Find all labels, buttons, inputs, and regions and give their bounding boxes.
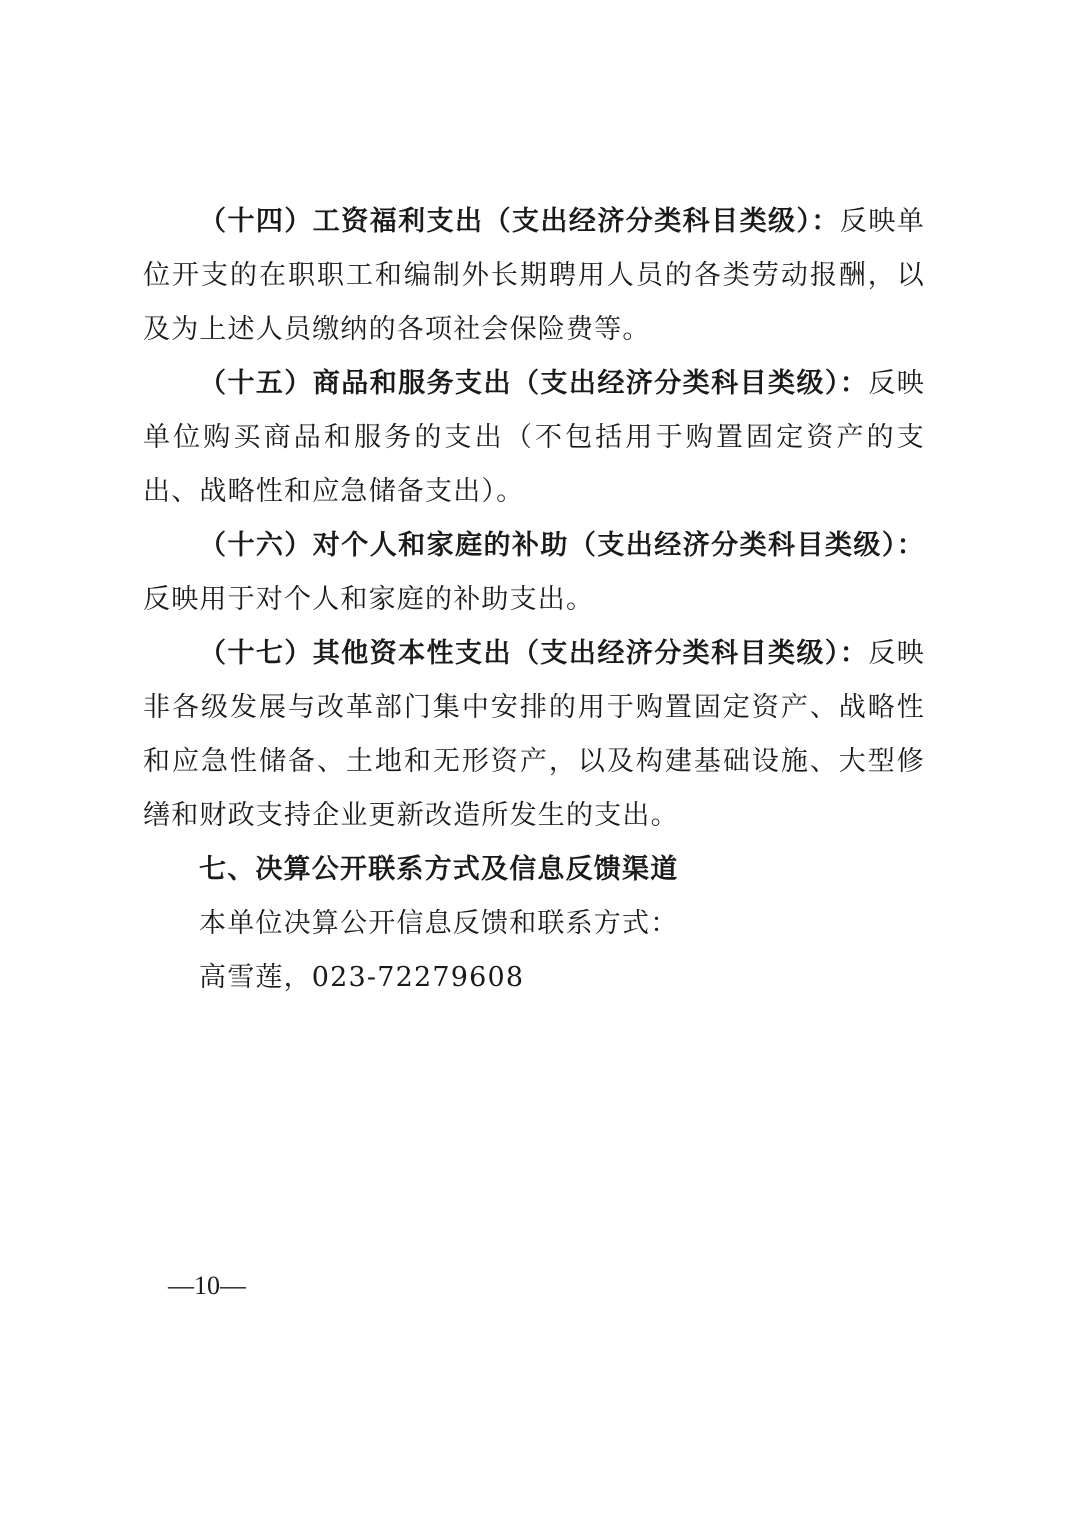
section-sixteen-body: 反映用于对个人和家庭的补助支出。 [143, 584, 595, 615]
section-seventeen [143, 627, 925, 843]
section-seventeen-lead: （十七）其他资本性支出（支出经济分类科目类级）： [199, 638, 869, 669]
section-fifteen-body: 反映单位购买商品和服务的支出（不包括用于购置固定资产的支出、战略性和应急储备支出）。 [143, 368, 925, 507]
section-fourteen-lead: （十四）工资福利支出（支出经济分类科目类级）： [199, 206, 840, 237]
contact-detail: 高雪莲，023-72279608 [199, 962, 525, 993]
section-seventeen-body: 反映非各级发展与改革部门集中安排的用于购置固定资产、战略性和应急性储备、土地和无形资产，以及构建基础设施、大型修缮和财政支持企业更新改造所发生的支出。 [143, 638, 925, 831]
section-fifteen [143, 357, 925, 519]
section-sixteen-lead: （十六）对个人和家庭的补助（支出经济分类科目类级）： [199, 530, 925, 561]
section-fourteen-body: 反映单位开支的在职职工和编制外长期聘用人员的各类劳动报酬，以及为上述人员缴纳的各项社会保险费等。 [143, 206, 925, 345]
contact-heading: 七、决算公开联系方式及信息反馈渠道 [199, 854, 679, 885]
section-fourteen [143, 195, 925, 357]
contact-intro: 本单位决算公开信息反馈和联系方式： [199, 908, 679, 939]
page-number: —10— [168, 1271, 246, 1300]
section-sixteen [143, 519, 925, 627]
section-fifteen-lead: （十五）商品和服务支出（支出经济分类科目类级）： [199, 368, 869, 399]
